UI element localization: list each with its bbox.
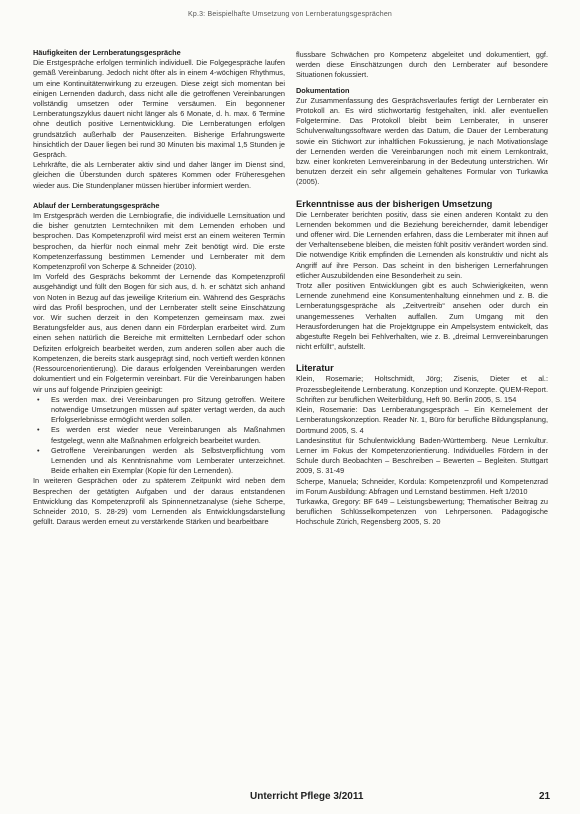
list-item: • Es werden erst wieder neue Vereinbarungen als Maßnahmen festgelegt, wenn alte Maßnahmen erfolgreich bearbeitet wurden. — [33, 425, 285, 445]
paragraph: Trotz aller positiven Entwicklungen gibt es auch Schwierigkeiten, wenn Lernende zunehmend eine Konsumentenhaltung einnehmen und z. B. die Lernberatungsgespräche als „Zeitvertreib“ ansehen oder durch ein unangemessenes Verhalten auffallen. Zum Umgang mit den Herausforderungen hat die Projektgruppe ein Ampelsystem entwickelt, das abgestufte Regeln bei Fehlverhalten, wie z. B. „dreimal Lernvereinbarungen nicht erfüllt“, aufstellt. — [296, 281, 548, 352]
literature-entry: Turkawka, Gregory: BF 649 – Leistungsbewertung; Thematischer Beitrag zu beruflichen Schlüsselkompetenzen von Lehrpersonen. Pädagogische Hochschule Zürich, Regensberg 2005, S. 20 — [296, 496, 548, 527]
section-heading-procedure: Ablauf der Lernberatungsgespräche — [33, 200, 160, 210]
section-heading-documentation: Dokumentation — [296, 85, 350, 95]
list-item: • Getroffene Vereinbarungen werden als Selbstverpflichtung vom Lernenden und als Kenntnisnahme vom Lernberater unterzeichnet. Beide erhalten ein Exemplar (Kopie für den Lernenden). — [33, 446, 285, 477]
section-heading-literature: Literatur — [296, 363, 334, 374]
paragraph: Lehrkräfte, die als Lernberater aktiv sind und daher länger im Dienst sind, gleichen die Überstunden durch späteres Kommen oder Früheresgehen wieder aus. Die Stundenplaner müssen hierüber informiert werden. — [33, 160, 285, 190]
principles-list — [33, 395, 285, 477]
paragraph: Die Erstgespräche erfolgen terminlich individuell. Die Folgegespräche laufen gemäß Vereinbarung. Jedoch nicht öfter als in einem 4-wöchigen Rhythmus, um eine Kontinuitätenwirkung zu erzeugen. Diese zeigt sich momentan bei einigen Lernenden dadurch, dass nicht alle die getroffenen Vereinbarungen vollständig umsetzen oder Termine versäumen. Ein begonnener Lernberatungszyklus dauert nicht länger als 6 Monate, d. h. max. 6 Termine ohne deutlich positive Lernentwicklung. Die Lernberatungen erfolgen grundsätzlich außerhalb der Pausenzeiten. Bisherige Erfahrungswerte hinsichtlich der Dauer liegen bei rund 30 Minuten bis maximal 1,5 Stunden je Gespräch. — [33, 58, 285, 160]
paragraph: Die Lernberater berichten positiv, dass sie einen anderen Kontakt zu den Lernenden bekommen und die Beziehung bereichernder, damit lebendiger und offener wird. Die Lernenden erfahren, dass die Lernberater mit ihnen auf der Verhaltensebene bleiben, die meisten fühlt positiv verändert worden sind. Die notwendige Kritik empfinden die Lernenden als konstruktiv und nicht als Angriff auf ihre Person. Das scheint in den bisherigen Lernerfahrungen etlicher Auszubildenden eine Besonderheit zu sein. — [296, 209, 548, 280]
paragraph: Im Vorfeld des Gesprächs bekommt der Lernende das Kompetenzprofil ausgehändigt und füllt den Bogen für sich aus, d. h. er schätzt sich anhand von Noten in Bezug auf das jeweilige Kriterium ein. Während des Gesprächs wird das Profil besprochen, und der Lernberater stellt seine Einschätzung vor. Wir suchen derzeit in den Kompetenzen gemeinsam max. zwei Beratungsfelder aus, aus denen dann ein Förderplan erarbeitet wird. Zum einen sehen natürlich die Bereiche mit ermittelten Lernbedarf oder schon Defiziten erfolgreich bearbeitet werden, zum anderen sollen aber auch die Kompetenzen, die bereits stark ausgeprägt sind, noch vertieft werden können (Ressourcenorientierung). Die daraus erfolgenden Vereinbarungen werden dokumentiert und ein Folgetermin vereinbart. Für die Vereinbarungen haben wir uns auf folgende Prinzipien geeinigt: — [33, 272, 285, 394]
paragraph: flussbare Schwächen pro Kompetenz abgeleitet und dokumentiert, ggf. werden diese Einschätzungen durch den Lernberater auf besondere Situationen fokussiert. — [296, 50, 548, 80]
section-heading-frequency: Häufigkeiten der Lernberatungsgespräche — [33, 48, 181, 57]
journal-title: Unterricht Pflege 3/2011 — [250, 791, 364, 802]
literature-entry: Scherpe, Manuela; Schneider, Kordula: Kompetenzprofil und Kompetenzrad im Forum Ausbildung: Abfragen und Lernstand bestimmen. Heft 1/2010 — [296, 476, 548, 496]
paragraph: In weiteren Gesprächen oder zu späterem Zeitpunkt wird neben dem Besprechen der getätigten Aufgaben und der daraus entstandenen Entwicklung das Kompetenzprofil als Spinnennetzanalyse (siehe Scherpe, Schneider 2010, S. 28-29) vom Lernenden als Entwicklungsdarstellung gefüllt. Daraus werden erneut zu verstärkende Stärken und bearbeitbare — [33, 476, 285, 527]
left-column — [33, 48, 285, 527]
literature-entry: Klein, Rosemarie; Holtschmidt, Jörg; Zisenis, Dieter et al.: Prozessbegleitende Lernberatung. Konzeption und Konzepte. QUEM-Report. Schriften zur beruflichen Weiterbildung, Heft 90. Berlin 2005, S. 154 — [296, 374, 548, 404]
literature-entry: Klein, Rosemarie: Das Lernberatungsgespräch – Ein Kernelement der Lernberatungskonzeption. Reader Nr. 1, Büro für berufliche Bildungsplanung, Dortmund 2005, S. 4 — [296, 405, 548, 435]
paragraph: Im Erstgespräch werden die Lernbiografie, die individuelle Lernsituation und die bisher genutzten Lerntechniken mit dem Lernenden erhoben und besprochen. Das Kompetenzprofil wird meist erst an einem weiteren Termin besprochen, da hierfür noch einmal mehr Zeit benötigt wird. Die erste Kompetenzerfassung bestimmen Lernender und Lernberater mit dem Kompetenzprofil von Scherpe & Schneider (2010). — [33, 211, 285, 272]
section-heading-findings: Erkenntnisse aus der bisherigen Umsetzung — [296, 198, 493, 209]
paragraph: Zur Zusammenfassung des Gesprächsverlaufes fertigt der Lernberater ein Protokoll an. Es wird stichwortartig festgehalten, inkl. aller eventuellen Folgetermine. Das Protokoll bleibt beim Lernberater, in unserer Schulverwaltungssoftware werden das Datum, die Dauer der Lernberatung sowie ein Stichwort zur inhaltlichen Fokussierung, je nach Motivationslage der Lernenden werden die Vereinbarungen noch mit einem Lernkontrakt, bzw. einer konkreten Lernvereinbarung in der Bedeutung unterstrichen. Wir benutzen derzeit ein sehr allgemein gehaltenes Formular von Turkawka (2005). — [296, 95, 548, 187]
right-column — [296, 50, 548, 528]
literature-entry: Landesinstitut für Schulentwicklung Baden-Württemberg. Neue Lernkultur. Lerner im Fokus der Kompetenzorientierung. Individuelles Fördern in der Schule durch Beobachten – Beschreiben – Bewerten – Begleiten. Stuttgart 2009, S. 31-49 — [296, 435, 548, 476]
page-number: 21 — [539, 791, 551, 802]
list-item: • Es werden max. drei Vereinbarungen pro Sitzung getroffen. Weitere notwendige Umsetzungen müssen auf später vertagt werden, da auch Erfolgserlebnisse ermöglicht werden sollen. — [33, 395, 285, 426]
literature-list — [296, 374, 548, 527]
running-header: Kp.3: Beispielhafte Umsetzung von Lernberatungsgesprächen — [187, 11, 393, 18]
